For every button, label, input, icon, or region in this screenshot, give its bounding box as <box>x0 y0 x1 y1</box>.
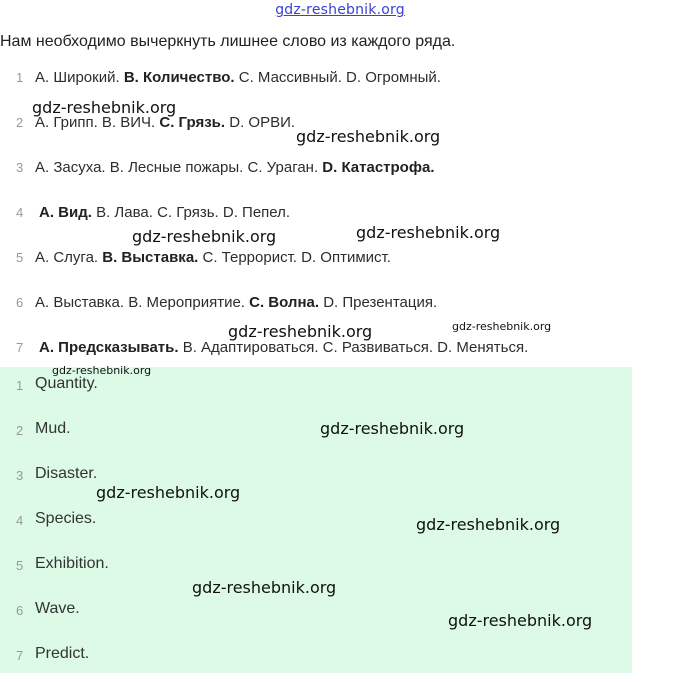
question-number: 1 <box>16 70 24 85</box>
question-text: A. Предсказывать. B. Адаптироваться. C. Развиваться. D. Меняться. <box>39 339 529 356</box>
question-number: 4 <box>16 205 24 220</box>
question-text: A. Грипп. B. ВИЧ. C. Грязь. D. ОРВИ. <box>35 114 296 131</box>
question-number: 6 <box>16 295 24 310</box>
watermark-text: gdz-reshebnik.org <box>96 483 241 502</box>
question-number: 5 <box>16 250 24 265</box>
answer-number: 1 <box>16 378 24 393</box>
watermark-text: gdz-reshebnik.org <box>320 419 465 438</box>
question-text: A. Широкий. B. Количество. C. Массивный. D. Огромный. <box>35 69 441 86</box>
intro-text: Нам необходимо вычеркнуть лишнее слово из каждого ряда. <box>0 33 456 50</box>
answer-number: 6 <box>16 603 24 618</box>
watermark-text: gdz-reshebnik.org <box>448 611 593 630</box>
question-row <box>0 154 632 199</box>
watermark-text: gdz-reshebnik.org <box>452 320 552 333</box>
watermark-text: gdz-reshebnik.org <box>32 98 177 117</box>
question-number: 7 <box>16 340 24 355</box>
watermark-text: gdz-reshebnik.org <box>132 227 277 246</box>
question-text: A. Засуха. B. Лесные пожары. C. Ураган. D. Катастрофа. <box>35 159 435 176</box>
answer-text: Mud. <box>35 420 71 437</box>
answer-text: Quantity. <box>35 375 98 392</box>
question-text: A. Слуга. B. Выставка. C. Террорист. D. Оптимист. <box>35 249 391 266</box>
watermark-text: gdz-reshebnik.org <box>296 127 441 146</box>
watermark-text: gdz-reshebnik.org <box>192 578 337 597</box>
question-text: A. Выставка. B. Мероприятие. C. Волна. D. Презентация. <box>35 294 438 311</box>
question-row <box>0 244 632 289</box>
answer-number: 5 <box>16 558 24 573</box>
answer-text: Wave. <box>35 600 80 617</box>
answer-number: 3 <box>16 468 24 483</box>
answer-number: 4 <box>16 513 24 528</box>
answer-row <box>0 457 632 502</box>
watermark-text: gdz-reshebnik.org <box>416 515 561 534</box>
watermark-text: gdz-reshebnik.org <box>52 364 152 377</box>
site-link[interactable]: gdz-reshebnik.org <box>275 2 405 18</box>
watermark-text: gdz-reshebnik.org <box>228 322 373 341</box>
question-text: A. Вид. B. Лава. C. Грязь. D. Пепел. <box>39 204 291 221</box>
question-number: 2 <box>16 115 24 130</box>
answer-text: Exhibition. <box>35 555 109 572</box>
answer-row <box>0 637 632 682</box>
answer-row <box>0 412 632 457</box>
watermark-text: gdz-reshebnik.org <box>356 223 501 242</box>
question-row <box>0 199 632 244</box>
answer-text: Predict. <box>35 645 90 662</box>
question-number: 3 <box>16 160 24 175</box>
answer-number: 7 <box>16 648 24 663</box>
answer-number: 2 <box>16 423 24 438</box>
answer-text: Disaster. <box>35 465 98 482</box>
answer-text: Species. <box>35 510 97 527</box>
